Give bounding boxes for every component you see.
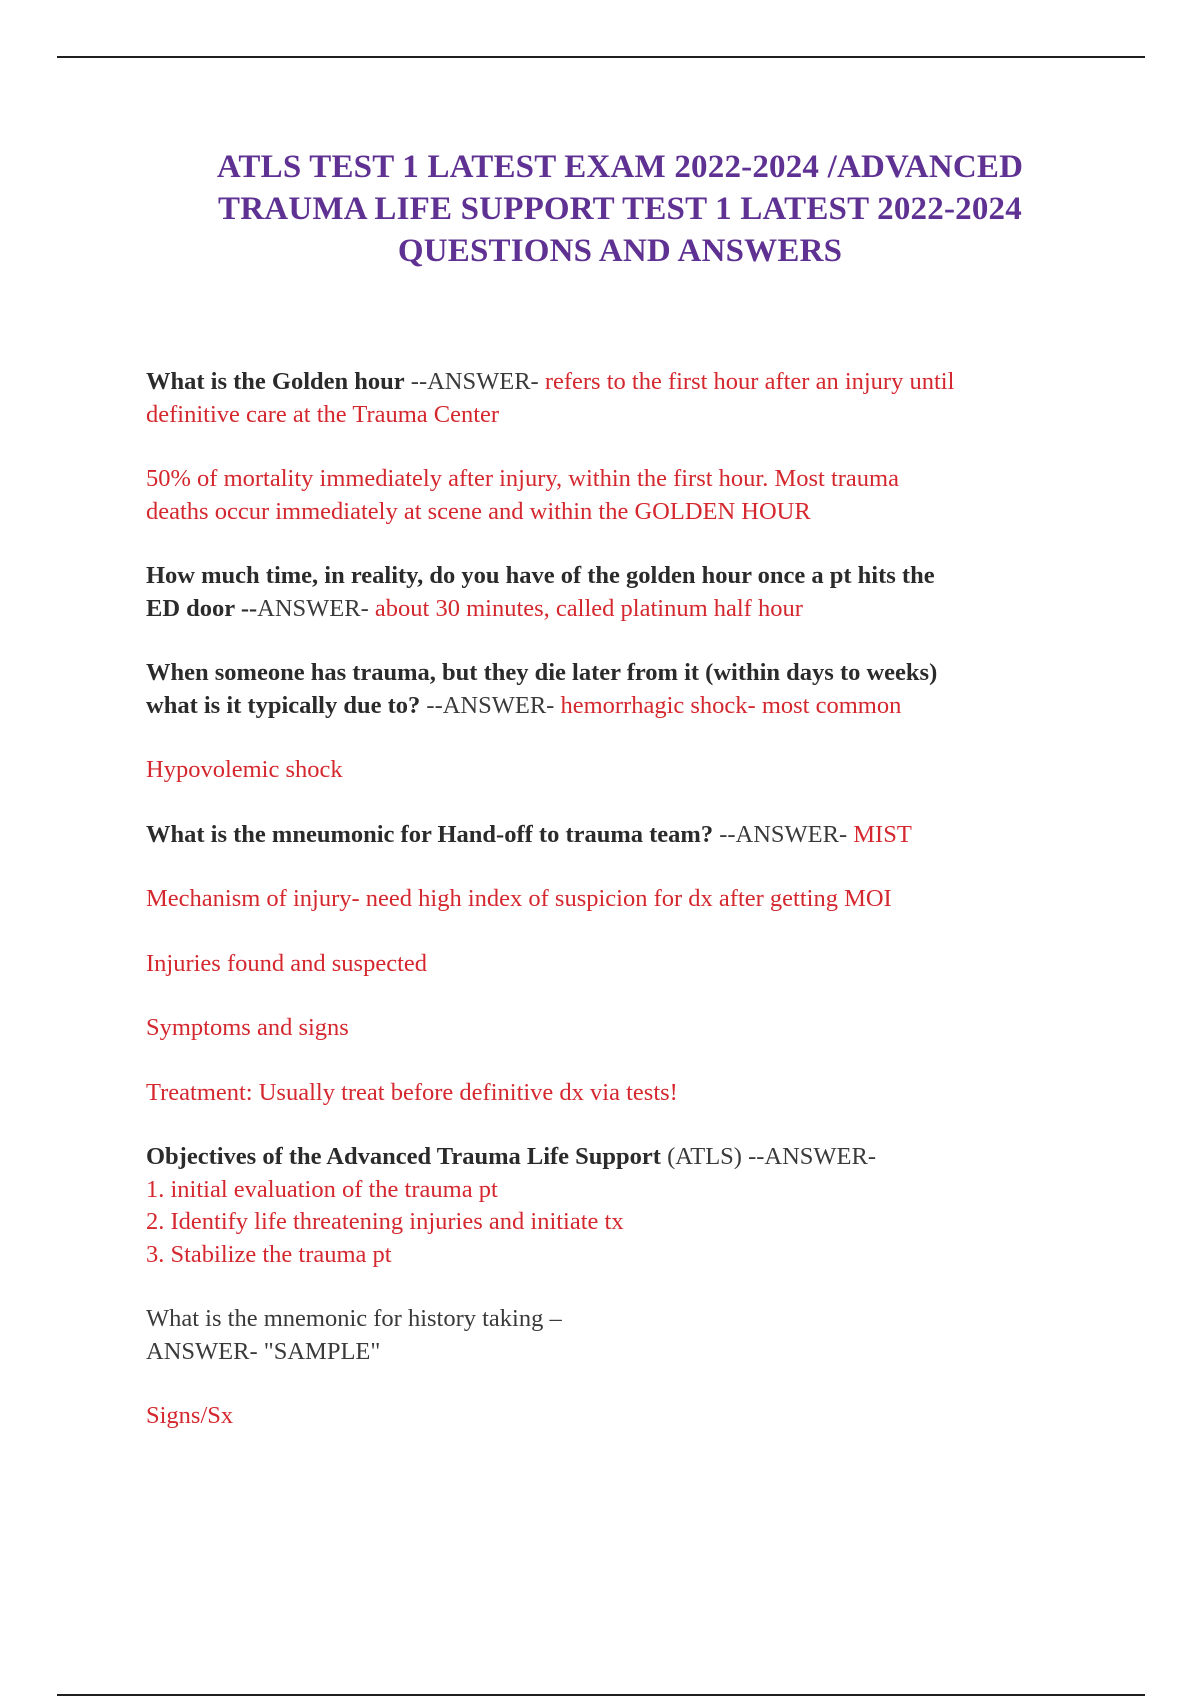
note-line: Hypovolemic shock [146, 756, 343, 783]
document-body [146, 366, 1146, 1465]
note-line: Signs/Sx [146, 1402, 234, 1429]
question-text-continued: what is it typically due to? [146, 691, 421, 719]
answer-marker: ANSWER- [257, 594, 375, 622]
question-text: How much time, in reality, do you have of the golden hour once a pt hits the [146, 562, 935, 589]
answer-text: ANSWER- "SAMPLE" [146, 1337, 381, 1365]
note-line: 50% of mortality immediately after injury, within the first hour. Most trauma [146, 465, 899, 492]
answer-text: refers to the first hour after an injury until [544, 368, 955, 395]
answer-marker: --ANSWER- [741, 1143, 876, 1170]
bottom-rule [57, 1694, 1145, 1696]
qa-history [146, 1303, 1146, 1368]
note-line: deaths occur immediately at scene and within the GOLDEN HOUR [146, 497, 811, 525]
title-line-1: ATLS TEST 1 LATEST EXAM 2022-2024 /ADVANCED [216, 149, 1024, 185]
list-item: Treatment: Usually treat before definitive dx via tests! [146, 1078, 678, 1106]
question-text: What is the mneumonic for Hand-off to trauma team? [146, 820, 714, 848]
mist-item-mechanism [146, 883, 1146, 916]
list-item: 2. Identify life threatening injuries and initiate tx [146, 1208, 624, 1235]
answer-text: hemorrhagic shock- most common [560, 691, 902, 719]
answer-marker: --ANSWER- [713, 820, 854, 848]
note-signs [146, 1400, 1146, 1433]
list-item: Injuries found and suspected [146, 949, 427, 977]
list-item: 1. initial evaluation of the trauma pt [146, 1175, 498, 1203]
mist-item-injuries [146, 948, 1146, 981]
question-paren: (ATLS) [660, 1143, 742, 1170]
mist-item-symptoms [146, 1012, 1146, 1045]
question-text-continued: ED door -- [146, 594, 258, 622]
list-item: Symptoms and signs [146, 1014, 349, 1041]
qa-ed-door [146, 560, 1146, 625]
title-line-2: TRAUMA LIFE SUPPORT TEST 1 LATEST 2022-2024 [218, 191, 1022, 227]
question-text: When someone has trauma, but they die later from it (within days to weeks) [146, 659, 938, 686]
question-text: Objectives of the Advanced Trauma Life Support [146, 1143, 661, 1170]
qa-golden-hour [146, 366, 1146, 431]
document-title [100, 146, 1140, 272]
qa-later-death [146, 657, 1146, 722]
question-text: What is the Golden hour [146, 368, 405, 395]
note-hypovolemic [146, 754, 1146, 787]
title-line-3: QUESTIONS AND ANSWERS [397, 233, 843, 269]
top-rule [57, 56, 1145, 58]
question-text: What is the mnemonic for history taking – [146, 1305, 562, 1332]
answer-marker: --ANSWER- [420, 691, 561, 719]
answer-text: MIST [853, 820, 912, 848]
answer-text-continued: definitive care at the Trauma Center [146, 400, 500, 428]
note-golden-hour-mortality [146, 463, 1146, 528]
list-item: 3. Stabilize the trauma pt [146, 1240, 392, 1268]
qa-objectives [146, 1141, 1146, 1271]
mist-item-treatment [146, 1077, 1146, 1110]
answer-text: about 30 minutes, called platinum half hour [374, 594, 803, 622]
answer-marker: --ANSWER- [404, 368, 545, 395]
qa-handoff [146, 819, 1146, 852]
list-item: Mechanism of injury- need high index of suspicion for dx after getting MOI [146, 885, 892, 912]
